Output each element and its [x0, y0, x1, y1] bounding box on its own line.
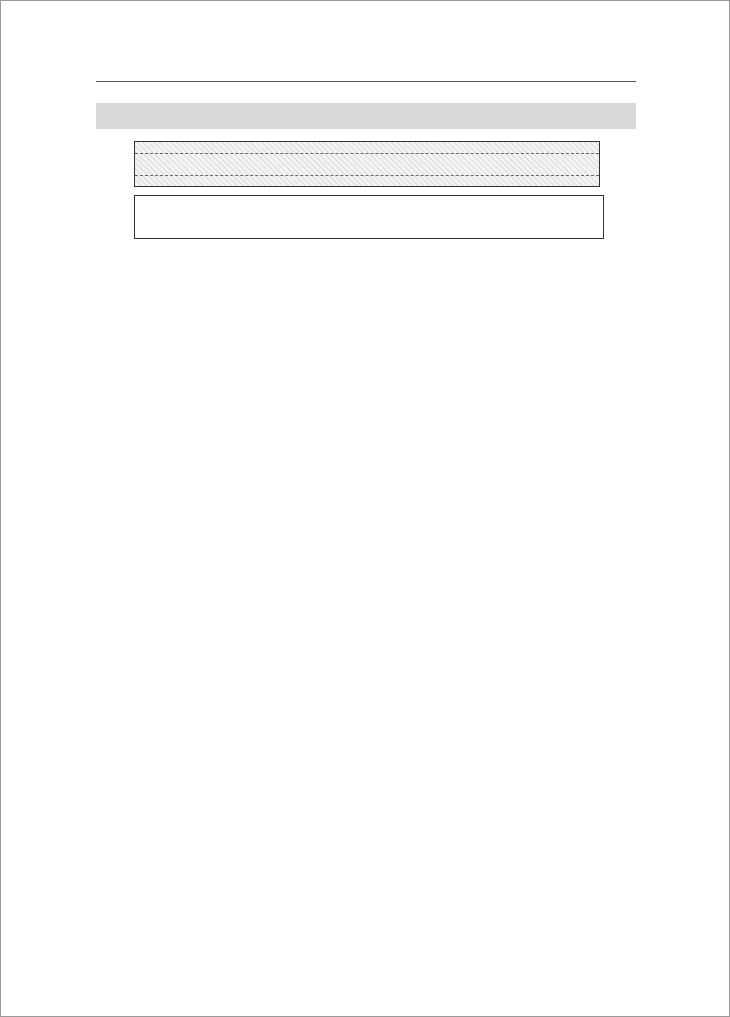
- body-text: [96, 93, 636, 239]
- sample-digits-strip: [134, 141, 600, 187]
- exercise-banner: [96, 103, 636, 129]
- practice-boxes: [134, 195, 604, 239]
- header-rule: [96, 81, 636, 82]
- guide-line: [135, 153, 599, 154]
- guide-line: [135, 175, 599, 176]
